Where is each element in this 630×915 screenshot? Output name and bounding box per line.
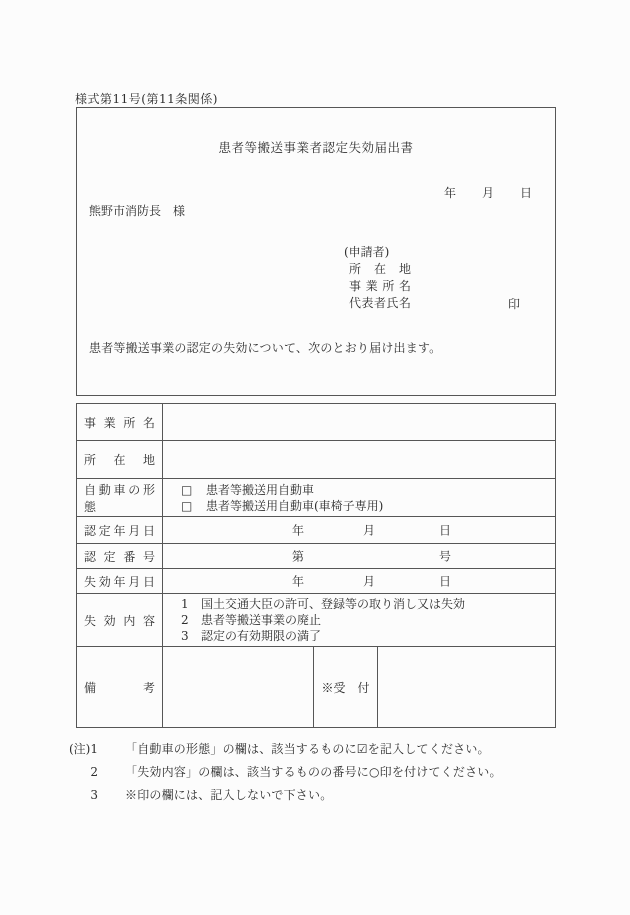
- row-label-remarks: 備考: [84, 680, 155, 695]
- row-label-expiration-detail: 失効内容: [84, 613, 155, 628]
- cert-number-prefix: 第: [292, 549, 305, 564]
- table-row-remarks: [77, 647, 555, 727]
- cert-year-label: 年: [292, 523, 305, 538]
- date-line: [77, 184, 555, 198]
- checkbox-icon: □: [181, 482, 193, 497]
- table-row-expiration-detail: [77, 594, 555, 647]
- date-month-label: 月: [482, 186, 495, 200]
- form-number: 様式第11号(第11条関係): [75, 92, 218, 106]
- expiry-day-label: 日: [439, 574, 452, 589]
- reception-label: ※受 付: [321, 680, 370, 695]
- row-label-certification-number: 認定番号: [84, 549, 155, 564]
- reception-field: [378, 647, 555, 727]
- cert-number-suffix: 号: [439, 549, 452, 564]
- checkbox-icon: □: [181, 498, 193, 513]
- expiration-reason-3: 3 認定の有効期限の満了: [181, 629, 322, 643]
- applicant-caption: (申請者): [344, 245, 390, 259]
- row-label-vehicle-type: 自動車の形態: [84, 482, 155, 514]
- office-name-field: [163, 404, 555, 440]
- table-row-expiration-date: [77, 569, 555, 594]
- form-table: [76, 403, 556, 728]
- note-1: (注)1 「自動車の形態」の欄は、該当するものに☑を記入してください。: [69, 742, 490, 756]
- expiry-month-label: 月: [363, 574, 376, 589]
- statement-text: 患者等搬送事業の認定の失効について、次のとおり届け出ます。: [89, 341, 442, 355]
- note-2: 2 「失効内容」の欄は、該当するものの番号に○印を付けてください。: [90, 765, 502, 779]
- expiration-reason-1: 1 国土交通大臣の許可、登録等の取り消し又は失効: [181, 597, 466, 611]
- seal-mark: 印: [508, 297, 521, 311]
- vehicle-option-2-label: 患者等搬送用自動車(車椅子専用): [206, 498, 384, 513]
- applicant-office-label: 事業所名: [349, 279, 411, 293]
- table-row-certification-date: [77, 517, 555, 544]
- vehicle-option-1-label: 患者等搬送用自動車: [206, 482, 315, 497]
- row-label-expiration-date: 失効年月日: [84, 574, 155, 589]
- vehicle-option-1: [181, 482, 555, 498]
- header-box: [76, 107, 556, 396]
- date-day-label: 日: [520, 186, 533, 200]
- note-3: 3 ※印の欄には、記入しないで下さい。: [90, 788, 333, 802]
- table-row-certification-number: [77, 544, 555, 569]
- address-field: [163, 441, 555, 478]
- remarks-field: [163, 647, 314, 727]
- table-row-address: [77, 441, 555, 479]
- row-label-certification-date: 認定年月日: [84, 523, 155, 538]
- table-row-office-name: [77, 404, 555, 441]
- row-label-address: 所在地: [84, 453, 155, 467]
- applicant-address-label: 所在地: [349, 262, 411, 276]
- row-label-office-name: 事業所名: [84, 415, 155, 430]
- applicant-block: [344, 244, 411, 312]
- addressee: 熊野市消防長 様: [89, 204, 186, 218]
- applicant-representative-label: 代表者氏名: [349, 296, 411, 310]
- table-row-vehicle-type: [77, 479, 555, 517]
- cert-month-label: 月: [363, 523, 376, 538]
- document-title: 患者等搬送事業者認定失効届出書: [218, 140, 414, 155]
- vehicle-option-2: [181, 498, 555, 514]
- date-year-label: 年: [444, 186, 457, 200]
- expiry-year-label: 年: [292, 574, 305, 589]
- cert-day-label: 日: [439, 523, 452, 538]
- expiration-reason-2: 2 患者等搬送事業の廃止: [181, 613, 322, 627]
- footnotes: [66, 738, 502, 807]
